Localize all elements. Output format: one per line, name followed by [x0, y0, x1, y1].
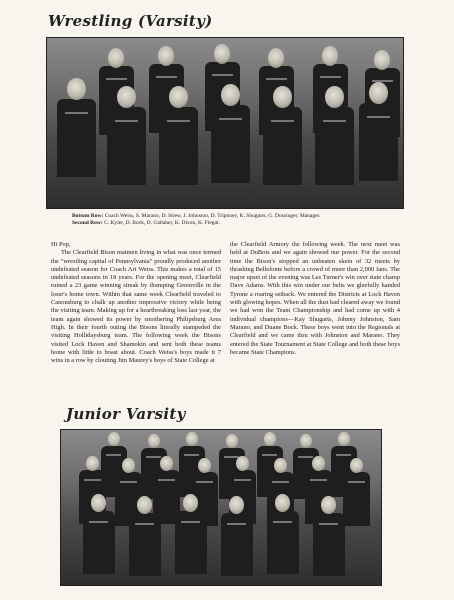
varsity-photo-caption	[72, 213, 392, 227]
caption-bottom-row: Coach Weiss, S. Marano, D. Strew, J. Johnston, D. Triponey, K. Shugarts, G. Dossinger, Manager.	[104, 213, 321, 219]
caption-second-row-label: Second Row:	[72, 220, 103, 226]
article-column-1	[51, 241, 221, 365]
caption-bottom-row-label: Bottom Row:	[72, 213, 104, 219]
varsity-team-photo	[46, 37, 404, 209]
varsity-heading: Wrestling (Varsity)	[48, 12, 213, 30]
article-text-col1: The Clearfield Bison matmen living in what was once termed the "wrestling capital of Pennsylvania" proudly produced another undefeated season for Coach Art Weiss. This makes a total of 15 undefeated seasons in 18 years. For the opening meet, Clearfield ruined a 23 game winning streak by thumping Greenville in the loser's home town. Within that same week Clearfield traveled to Canonsburg to chalk up another impressive victory while being the visiting team. Making up for a heartbreaking loss last year, the team again showed its power by smothering Philipsburg Area High. In their fourth outing the Bisons literally stampeded the visiting Hollidaysburg team. The following week the Bisons visited Lock Haven and Shamokin and sent both these teams home with little to boast about. Coach Weiss's boys made it 7 wins in a row by clouting Jim Maurey's boys of State College at	[51, 249, 221, 365]
junior-varsity-heading: Junior Varsity	[66, 405, 186, 423]
caption-second-row: C. Kyler, D. Bock, D. Gallaher, K. Dixon, K. Flegal.	[104, 220, 220, 226]
article-salutation: Hi Pop,	[51, 241, 71, 248]
article-text-col2: the Clearfield Armory the following week. The next meet was held at DuBois and we again showed our power. For the second time the Bison's stopped an unbeaten skein of 32 meets by thrashing Bellefonte before a crowd of more than 2,000 fans. The major upset of the evening was Les Turner's win over state champ Dave Adams. With this win under our belts we gleefully handed Tyrone a roaring setback. We entered the Districts at Lock Haven with glowing hopes. When all the dust had cleared away we found we had won the Team Championship and had come up with 4 individual champions—Kay Shugarts, Johnny Johnston, Sam Marano, and Duane Bock. These boys went into the Regionals at Clearfield and we came thru with Johnston and Marano. They entered the State Tournament at State College and both these boys became State Champions.	[230, 241, 400, 356]
junior-varsity-team-photo	[60, 429, 382, 586]
article-column-2	[230, 241, 400, 357]
